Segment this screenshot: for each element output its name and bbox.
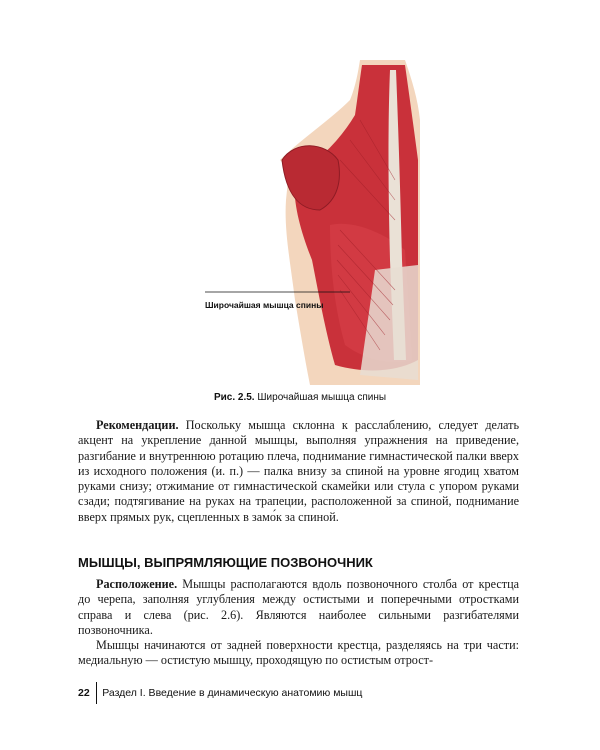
section-heading: МЫШЦЫ, ВЫПРЯМЛЯЮЩИЕ ПОЗВОНОЧНИК	[78, 555, 373, 570]
recommendations-paragraph	[78, 418, 519, 525]
origin-paragraph: Мышцы начинаются от задней поверхности крестца, разделяясь на три части: медиальную — остистую мышцу, проходящую по остистым отрост-	[78, 638, 519, 668]
location-paragraph	[78, 577, 519, 669]
caption-text: Широчайшая мышца спины	[257, 392, 387, 403]
location-lead: Расположение.	[96, 577, 178, 591]
caption-prefix: Рис. 2.5.	[213, 392, 255, 403]
recommendations-lead: Рекомендации.	[96, 418, 179, 432]
recommendations-text: Поскольку мышца склонна к расслаблению, следует делать акцент на укрепление данной мышцы, выполняя упражнения на приведение, разгибание и внутреннюю ротацию плеча, поднимание гимнастической палки вверх из исходного положения (и. п.) — палка внизу за спиной на уровне ягодиц хватом руками снизу; отжимание от гимнастической скамейки или стула с упором руками сзади; подтягивание на руках на трапеции, расположенной за спиной, поднимание вверх прямых рук, сцепленных в замо́к за спиной.	[78, 418, 519, 524]
back-muscles-drawing	[200, 60, 440, 385]
figure-label: Широчайшая мышца спины	[205, 300, 324, 310]
page-number: 22	[78, 687, 90, 699]
anatomy-illustration	[200, 60, 440, 385]
footer-divider	[96, 682, 98, 704]
location-text: Мышцы располагаются вдоль позвоночного столба от крестца до черепа, заполняя углубления между остистыми и поперечными отростками справа и слева (рис. 2.6). Являются наиболее сильными разгибателями позвоночника.	[78, 577, 519, 637]
page-footer	[78, 680, 362, 706]
footer-section-title: Раздел I. Введение в динамическую анатомию мышц	[102, 687, 363, 699]
figure-caption	[0, 392, 600, 403]
